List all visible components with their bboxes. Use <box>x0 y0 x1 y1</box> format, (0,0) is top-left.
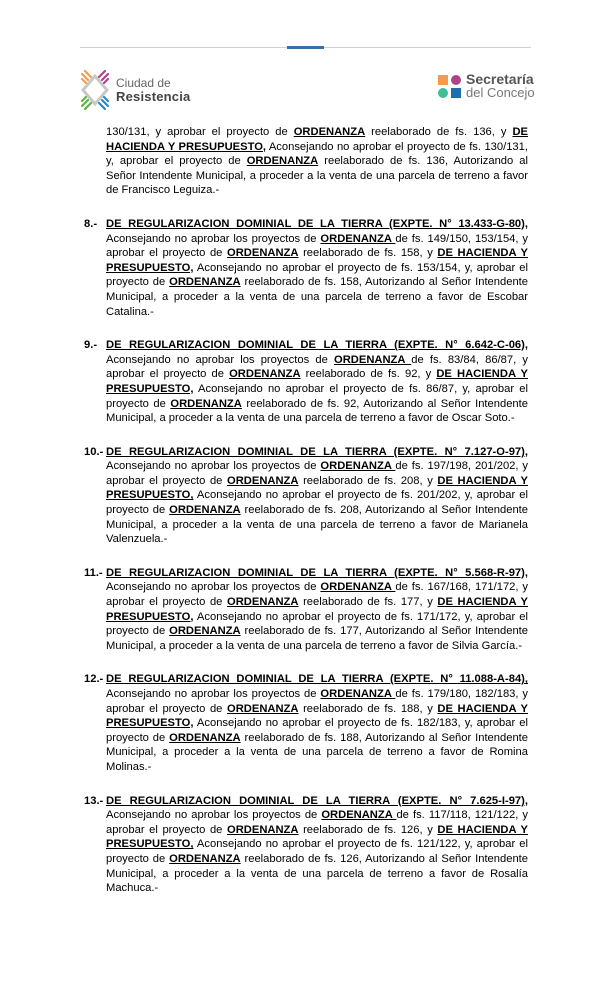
agenda-item-10: 10.- DE REGULARIZACION DOMINIAL DE LA TIERRA (EXPTE. N° 7.127-O-97), Aconsejando no aprobar los proyectos de ORDENANZA de fs. 197/198, 201/202, y aprobar el proyecto de ORDENANZA reelaborado de fs. 208, y DE HACIENDA Y PRESUPUESTO, Aconsejando no aprobar el proyecto de fs. 201/202, y, aprobar el proyecto de ORDENANZA reelaborado de fs. 208, Autorizando al Señor Intendente Municipal, a proceder a la venta de una parcela de terreno a favor de Marianela Valenzuela.- <box>84 445 528 546</box>
item-title: DE REGULARIZACION DOMINIAL DE LA TIERRA (EXPTE. N° 7.625-I-97), <box>106 794 528 807</box>
ciudad-de-resistencia-logo <box>80 68 190 112</box>
intro-paragraph: 130/131, y aprobar el proyecto de ORDENANZA reelaborado de fs. 136, y DE HACIENDA Y PRESUPUESTO, Aconsejando no aprobar el proyecto de fs. 130/131, y, aprobar el proyecto de ORDENANZA reelaborado de fs. 136, Autorizando al Señor Intendente Municipal, a proceder a la venta de una parcela de terreno a favor de Francisco Leguiza.- <box>106 126 528 197</box>
item-title: DE REGULARIZACION DOMINIAL DE LA TIERRA (EXPTE. N° 6.642-C-06), <box>106 339 528 352</box>
agenda-item-12: 12.- DE REGULARIZACION DOMINIAL DE LA TIERRA (EXPTE. N° 11.088-A-84), Aconsejando no aprobar los proyectos de ORDENANZA de fs. 179/180, 182/183, y aprobar el proyecto de ORDENANZA reelaborado de fs. 188, y DE HACIENDA Y PRESUPUESTO, Aconsejando no aprobar el proyecto de fs. 182/183, y, aprobar el proyecto de ORDENANZA reelaborado de fs. 188, Autorizando al Señor Intendente Municipal, a proceder a la venta de una parcela de terreno a favor de Romina Molinas.- <box>84 673 528 773</box>
item-title: DE REGULARIZACION DOMINIAL DE LA TIERRA (EXPTE. N° 5.568-R-97), <box>106 566 528 579</box>
item-title: DE REGULARIZACION DOMINIAL DE LA TIERRA (EXPTE. N° 7.127-O-97), <box>106 445 528 458</box>
secretaria-del-concejo-logo <box>438 72 535 100</box>
resistencia-emblem-icon <box>80 68 110 112</box>
logo-right-line1: Secretaría <box>466 71 534 87</box>
agenda-item-8: 8.- DE REGULARIZACION DOMINIAL DE LA TIERRA (EXPTE. N° 13.433-G-80), Aconsejando no aprobar los proyectos de ORDENANZA de fs. 149/150, 153/154, y aprobar el proyecto de ORDENANZA reelaborado de fs. 158, y DE HACIENDA Y PRESUPUESTO, Aconsejando no aprobar el proyecto de fs. 153/154, y, aprobar el proyecto de ORDENANZA reelaborado de fs. 158, Autorizando al Señor Intendente Municipal, a proceder a la venta de una parcela de terreno a favor de Escobar Catalina.- <box>84 217 528 318</box>
logo-right-line2: del Concejo <box>466 85 535 100</box>
item-title: DE REGULARIZACION DOMINIAL DE LA TIERRA (EXPTE. N° 13.433-G-80), <box>106 217 528 230</box>
logo-left-line1: Ciudad de <box>116 76 171 90</box>
agenda-item-9: 9.- DE REGULARIZACION DOMINIAL DE LA TIERRA (EXPTE. N° 6.642-C-06), Aconsejando no aprobar los proyectos de ORDENANZA de fs. 83/84, 86/87, y aprobar el proyecto de ORDENANZA reelaborado de fs. 92, y DE HACIENDA Y PRESUPUESTO, Aconsejando no aprobar el proyecto de fs. 86/87, y, aprobar el proyecto de ORDENANZA reelaborado de fs. 92, Autorizando al Señor Intendente Municipal, a proceder a la venta de una parcela de terreno a favor de Oscar Soto.- <box>84 339 528 425</box>
agenda-item-11: 11.- DE REGULARIZACION DOMINIAL DE LA TIERRA (EXPTE. N° 5.568-R-97), Aconsejando no aprobar los proyectos de ORDENANZA de fs. 167/168, 171/172, y aprobar el proyecto de ORDENANZA reelaborado de fs. 177, y DE HACIENDA Y PRESUPUESTO, Aconsejando no aprobar el proyecto de fs. 171/172, y, aprobar el proyecto de ORDENANZA reelaborado de fs. 177, Autorizando al Señor Intendente Municipal, a proceder a la venta de una parcela de terreno a favor de Silvia García.- <box>84 566 528 652</box>
item-title: DE REGULARIZACION DOMINIAL DE LA TIERRA (EXPTE. N° 11.088-A-84), <box>106 673 528 686</box>
secretaria-emblem-icon <box>438 75 461 98</box>
agenda-item-13: 13.- DE REGULARIZACION DOMINIAL DE LA TIERRA (EXPTE. N° 7.625-I-97), Aconsejando no aprobar los proyectos de ORDENANZA de fs. 117/118, 121/122, y aprobar el proyecto de ORDENANZA reelaborado de fs. 126, y DE HACIENDA Y PRESUPUESTO, Aconsejando no aprobar el proyecto de fs. 121/122, y, aprobar el proyecto de ORDENANZA reelaborado de fs. 126, Autorizando al Señor Intendente Municipal, a proceder a la venta de una parcela de terreno a favor de Rosalía Machuca.- <box>84 794 528 895</box>
logo-left-line2: Resistencia <box>116 89 191 104</box>
header-accent-bar <box>287 46 324 49</box>
document-body <box>84 125 528 896</box>
